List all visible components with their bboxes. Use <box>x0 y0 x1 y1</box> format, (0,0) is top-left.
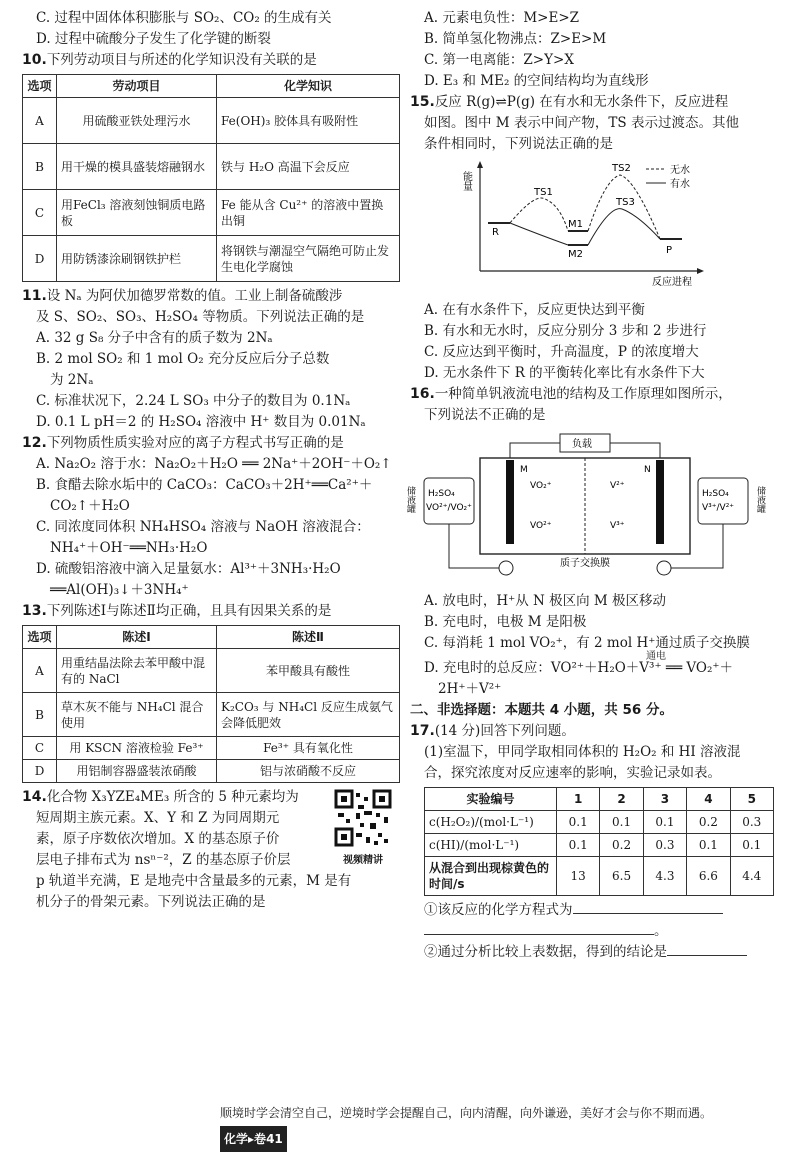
label-TS3: TS3 <box>616 197 635 208</box>
q11-stem-line2: 及 S、SO₂、SO₃、H₂SO₄ 等物质。下列说法正确的是 <box>36 309 365 325</box>
q16-option-d-cont: 2H⁺＋V²⁺ <box>438 681 502 697</box>
answer-blank-2[interactable] <box>667 955 747 956</box>
q17-table: 实验编号 1 2 3 4 5 c(H₂O₂)/(mol·L⁻¹) 0.1 0.1 0.1 0.2 0.3 c(HI)/(mol·L⁻¹) 0.1 0.2 0.3 0.1 0.1 从混合到出现棕黄色的时间/s 13 6.5 4.3 6.6 4.4 <box>424 787 774 896</box>
right-tank <box>698 478 748 524</box>
q10-table: 选项 劳动项目 化学知识 A 用硫酸亚铁处理污水 Fe(OH)₃ 胶体具有吸附性 B 用干燥的模具盛装熔融钢水 铁与 H₂O 高温下会反应 C 用FeCl₃ 溶液刻蚀铜质电路板 Fe 能从含 Cu²⁺ 的溶液中置换出铜 D 用防锈漆涂刷钢铁护栏 将钢铁与潮湿空气隔绝可防止发生电化学腐蚀 <box>22 74 400 282</box>
q17-sub1-cont: 。 <box>410 921 782 942</box>
q9-option-c: C. 过程中固体体积膨胀与 SO₂、CO₂ 的生成有关 <box>36 10 332 26</box>
q11-option-b-cont: 为 2Nₐ <box>50 372 94 388</box>
q16-stem: 16.一种简单钒液流电池的结构及工作原理如图所示， <box>410 386 732 402</box>
q12-option-b: B. 食醋去除水垢中的 CaCO₃：CaCO₃＋2H⁺══Ca²⁺＋ <box>36 477 373 493</box>
q9-option-d: D. 过程中硫酸分子发生了化学键的断裂 <box>36 31 271 47</box>
right-sol1: H₂SO₄ <box>702 489 729 499</box>
q12-option-a: A. Na₂O₂ 溶于水：Na₂O₂＋H₂O ══ 2Na⁺＋2OH⁻＋O₂↑ <box>36 456 392 472</box>
q14-option-b: B. 简单氢化物沸点：Z>E>M <box>424 31 607 47</box>
electrode-N <box>656 460 664 544</box>
label-R: R <box>492 227 499 238</box>
q14-block: 视频精讲 14.化合物 X₃YZE₄ME₃ 所含的 5 种元素均为 短周期主族元素。X、Y 和 Z 为同周期元 素，原子序数依次增加。X 的基态原子价 层电子排布式为 nsⁿ⁻²，Z 的基态原子价层 p 轨道半充满，E 是地壳中含量最多的元素，M 是有 机分子的骨架元素。下列说法正确的是 <box>22 787 400 913</box>
q15-energy-diagram <box>410 159 782 289</box>
label-left-ion1: VO₂⁺ <box>530 481 552 491</box>
q16-option-a: A. 放电时，H⁺从 N 极区向 M 极区移动 <box>424 593 667 609</box>
q15-option-b: B. 有水和无水时，反应分别分 3 步和 2 步进行 <box>424 323 707 339</box>
q12-stem: 12.下列物质性质实验对应的离子方程式书写正确的是 <box>22 435 344 451</box>
q16-option-d: D. 充电时的总反应：VO²⁺＋H₂O＋V³⁺ ══ VO₂⁺＋ 通电 <box>410 658 782 679</box>
label-TS2: TS2 <box>612 163 631 174</box>
right-pump-icon <box>657 561 671 575</box>
label-P: P <box>666 245 673 256</box>
y-arrow-icon <box>477 161 483 168</box>
answer-blank-1b[interactable] <box>424 934 654 935</box>
q11-option-a: A. 32 g S₈ 分子中含有的质子数为 2Nₐ <box>36 330 273 346</box>
q14-option-a: A. 元素电负性：M>E>Z <box>424 10 580 26</box>
left-column <box>22 8 400 913</box>
label-right-ion2: V³⁺ <box>610 521 625 531</box>
q15-stem: 15.反应 R(g)⇌P(g) 在有水和无水条件下，反应进程 <box>410 94 729 110</box>
condition-label: 通电 <box>646 651 666 662</box>
q12-option-b-cont: CO₂↑＋H₂O <box>50 498 130 514</box>
q14-option-c: C. 第一电离能：Z>Y>X <box>424 52 574 68</box>
q16-option-c: C. 每消耗 1 mol VO₂⁺，有 2 mol H⁺通过质子交换膜 <box>424 635 750 651</box>
page-badge: 化学▸卷41 <box>220 1126 287 1152</box>
page-footer <box>220 1100 780 1146</box>
q17-sub2: ②通过分析比较上表数据，得到的结论是 <box>410 942 782 963</box>
label-M1: M1 <box>568 219 583 230</box>
legend-water: 有水 <box>670 179 690 190</box>
q13-stem: 13.下列陈述Ⅰ与陈述Ⅱ均正确，且具有因果关系的是 <box>22 603 332 619</box>
q11-option-d: D. 0.1 L pH＝2 的 H₂SO₄ 溶液中 H⁺ 数目为 0.01Nₐ <box>36 414 366 430</box>
q15-option-d: D. 无水条件下 R 的平衡转化率比有水条件下大 <box>424 365 705 381</box>
x-arrow-icon <box>697 268 704 274</box>
wire-right <box>610 443 660 458</box>
q17-stem: 17.(14 分)回答下列问题。 <box>410 723 575 739</box>
label-M2: M2 <box>568 249 583 260</box>
q12-option-c: C. 同浓度同体积 NH₄HSO₄ 溶液与 NaOH 溶液混合： <box>36 519 370 535</box>
membrane-label: 质子交换膜 <box>560 558 610 569</box>
left-sol2: VO²⁺/VO₂⁺ <box>426 503 472 513</box>
q16-option-b: B. 充电时，电极 M 是阳极 <box>424 614 587 630</box>
q11-stem: 11.设 Nₐ 为阿伏加德罗常数的值。工业上制备硫酸涉 <box>22 288 343 304</box>
left-tank <box>424 478 474 524</box>
q12-option-d: D. 硫酸铝溶液中滴入足量氨水：Al³⁺＋3NH₃·H₂O <box>36 561 341 577</box>
label-left-ion2: VO²⁺ <box>530 521 552 531</box>
x-label: 反应进程 <box>652 277 692 288</box>
left-pipe <box>449 524 499 568</box>
label-TS1: TS1 <box>534 187 553 198</box>
label-N: N <box>644 465 651 475</box>
qr-code-icon[interactable] <box>334 789 392 847</box>
left-tank-label: 储液罐 <box>405 486 415 513</box>
q10-stem: 10.下列劳动项目与所述的化学知识没有关联的是 <box>22 52 317 68</box>
section-heading: 二、非选择题：本题共 4 小题，共 56 分。 <box>410 702 673 718</box>
right-sol2: V³⁺/V²⁺ <box>702 503 735 513</box>
q15-option-a: A. 在有水条件下，反应更快达到平衡 <box>424 302 645 318</box>
wire-left <box>510 443 560 458</box>
right-column: A. 元素电负性：M>E>Z B. 简单氢化物沸点：Z>E>M C. 第一电离能：Z>Y>X D. E₃ 和 ME₂ 的空间结构均为直线形 15.反应 R(g)⇌P(g) 在有水和无水条件下，反应进程 如图。图中 M 表示中间产物，TS 表示过渡态。其他 条件相同时，下列说法正确的是 能量 反应进程 R TS1 TS2 TS3 M1 M2 P 无水 有水 A. 在有水条件下，反应更快达到平衡 B. 有水和无水时，反应分别分 3 步和 2 步进行 C. 反应达到平衡时，升高温度，P 的浓度增大 D. 无水条件下 R 的平衡转化率比有水条件下大 16.一种简单钒液流电池的结构及工作原理如图所示， 下列说法不正确的是 负载 M N VO₂⁺ VO²⁺ V²⁺ V³⁺ H₂SO₄ VO²⁺/VO₂⁺ 储液罐 H₂SO₄ V³⁺/V²⁺ 储液罐 质子交换膜 A. 放电时，H⁺从 N 极区向 M 极区移动 B. 充电时，电极 M 是阳极 C. 每消耗 1 mol VO₂⁺，有 2 mol H⁺通过质子交换膜 D. 充电时的总反应：VO²⁺＋H₂O＋V³⁺ ══ VO₂⁺＋ 通电 2H⁺＋V²⁺ 二、非选择题：本题共 4 小题，共 56 分。 17.(14 分)回答下列问题。 (1)室温下，甲同学取相同体积的 H₂O₂ 和 HI 溶液混 合，探究浓度对反应速率的影响，实验记录如表。 实验编号 1 2 3 4 5 c(H₂O₂)/(mol·L⁻¹) 0.1 0.1 0.1 0.2 0.3 c(HI)/(mol·L⁻¹) 0.1 0.2 0.3 0.1 0.1 从混合到出现棕黄色的时间/s 13 6.5 4.3 6.6 4.4 ①该反应的化学方程式为 。 ②通过分析比较上表数据，得到的结论是 <box>410 8 782 963</box>
legend-nowater: 无水 <box>670 165 690 176</box>
y-label: 能量 <box>460 171 472 191</box>
qr-code-block[interactable] <box>334 789 392 868</box>
q11-option-c: C. 标准状况下，2.24 L SO₃ 中分子的数目为 0.1Nₐ <box>36 393 351 409</box>
q17-sub1: ①该反应的化学方程式为 <box>410 900 782 921</box>
q15-option-c: C. 反应达到平衡时，升高温度，P 的浓度增大 <box>424 344 699 360</box>
q16-battery-diagram <box>405 430 782 580</box>
qr-label: 视频精讲 <box>343 855 383 866</box>
right-tank-label: 储液罐 <box>755 486 765 513</box>
left-sol1: H₂SO₄ <box>428 489 455 499</box>
q13-table: 选项 陈述Ⅰ 陈述Ⅱ A 用重结晶法除去苯甲酸中混有的 NaCl 苯甲酸具有酸性 B 草木灰不能与 NH₄Cl 混合使用 K₂CO₃ 与 NH₄Cl 反应生成氨气会降低肥效 C 用 KSCN 溶液检验 Fe³⁺ Fe³⁺ 具有氧化性 D 用铝制容器盛装浓硝酸 铝与浓硝酸不反应 <box>22 625 400 783</box>
q11-option-b: B. 2 mol SO₂ 和 1 mol O₂ 充分反应后分子总数 <box>36 351 330 367</box>
right-pipe <box>671 524 723 568</box>
q12-option-d-cont: ══Al(OH)₃↓＋3NH₄⁺ <box>50 582 189 598</box>
footer-motto: 顺境时学会清空自己，逆境时学会提醒自己，向内清醒，向外谦逊，美好才会与你不期而遇。 <box>220 1106 713 1120</box>
load-label: 负载 <box>572 439 592 450</box>
electrode-M <box>506 460 514 544</box>
path-water-1 <box>510 223 568 245</box>
q12-option-c-cont: NH₄⁺＋OH⁻══NH₃·H₂O <box>50 540 208 556</box>
label-right-ion1: V²⁺ <box>610 481 625 491</box>
label-M: M <box>520 465 528 475</box>
left-pump-icon <box>499 561 513 575</box>
q14-option-d: D. E₃ 和 ME₂ 的空间结构均为直线形 <box>424 73 649 89</box>
answer-blank-1[interactable] <box>573 913 723 914</box>
